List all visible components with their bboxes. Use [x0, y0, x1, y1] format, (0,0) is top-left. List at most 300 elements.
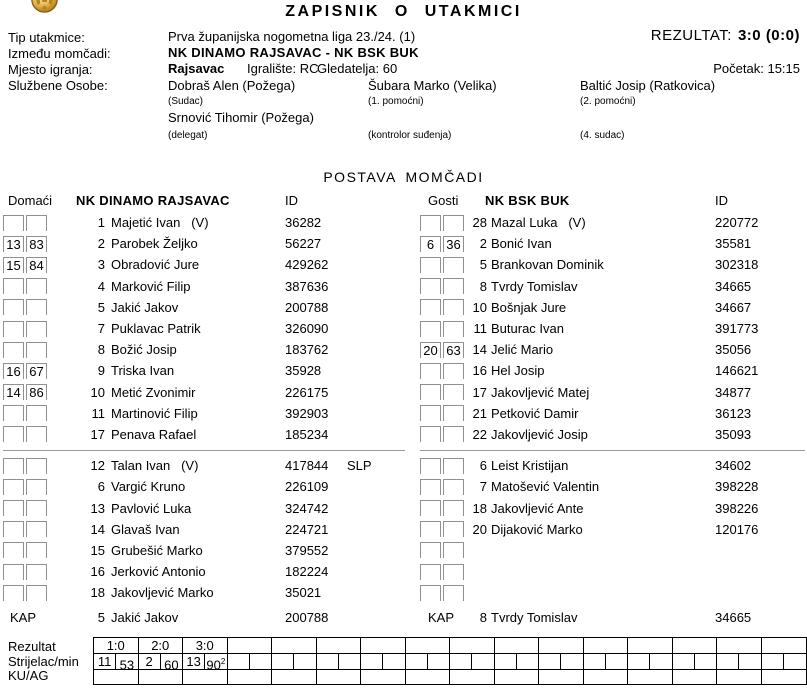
scorer-number-cell[interactable]: [495, 654, 517, 670]
player-name: Božić Josip: [111, 342, 177, 358]
sub-in-number-box[interactable]: [420, 542, 441, 558]
sub-in-number-box[interactable]: [420, 426, 441, 442]
scorer-minute-row: [94, 654, 806, 670]
player-id: 34877: [715, 384, 752, 400]
scorer-minute-cell[interactable]: [472, 654, 494, 670]
result-value: 3:0 (0:0): [737, 27, 800, 44]
player-number: 7: [479, 479, 487, 495]
score-cell[interactable]: [228, 638, 273, 654]
sub-in-number-box[interactable]: 20: [420, 342, 441, 358]
player-name: Bonić Ivan: [491, 236, 552, 252]
scorer-number-cell[interactable]: 11: [94, 654, 116, 670]
sub-minute-box[interactable]: [26, 405, 47, 421]
sub-minute-box[interactable]: [26, 321, 47, 337]
home-team-name: NK DINAMO RAJSAVAC: [76, 193, 230, 208]
player-number: 5: [479, 257, 487, 273]
player-name: Brankovan Dominik: [491, 257, 604, 273]
sub-minute-box[interactable]: 36: [443, 236, 464, 252]
score-cell[interactable]: [673, 638, 718, 654]
scorer-minute-cell[interactable]: [116, 654, 138, 670]
sub-minute-box[interactable]: [443, 564, 464, 580]
sub-minute-box[interactable]: [443, 500, 464, 516]
scorer-minute-cell[interactable]: [739, 654, 761, 670]
igraliste-value: Igralište: RC: [247, 61, 319, 76]
score-cell[interactable]: 1:0: [94, 638, 139, 654]
sub-in-number-box[interactable]: [420, 564, 441, 580]
player-id: 34667: [715, 299, 752, 315]
captain-name: Tvrdy Tomislav: [491, 610, 578, 626]
player-row: [3, 455, 405, 476]
player-id: 391773: [715, 321, 759, 337]
kuag-cell[interactable]: [450, 670, 495, 684]
sub-minute-box[interactable]: [443, 585, 464, 601]
scorer-minute-cell[interactable]: [606, 654, 628, 670]
scorer-minute-cell[interactable]: [161, 654, 183, 670]
player-id: 56227: [285, 236, 322, 252]
player-name: Parobek Željko: [111, 236, 198, 252]
izmedu-momcadi-label: Između momčadi:: [8, 46, 111, 61]
kuag-cell[interactable]: [272, 670, 317, 684]
scorer-minute-cell[interactable]: [294, 654, 316, 670]
score-cell[interactable]: 3:0: [183, 638, 228, 654]
player-number: 17: [472, 384, 487, 400]
scorer-number-cell[interactable]: [762, 654, 784, 670]
player-number: 9: [97, 363, 105, 379]
score-cell[interactable]: [628, 638, 673, 654]
player-id: 392903: [285, 405, 329, 421]
score-cell[interactable]: [450, 638, 495, 654]
scorer-number-cell[interactable]: [317, 654, 339, 670]
sub-in-number-box[interactable]: 6: [420, 236, 441, 252]
score-cell[interactable]: [406, 638, 451, 654]
player-name: Vargić Kruno: [111, 479, 186, 495]
assistant1-name: Šubara Marko (Velika): [368, 78, 497, 93]
player-number: 10: [472, 299, 487, 315]
scorer-minute-cell[interactable]: [695, 654, 717, 670]
sub-minute-box[interactable]: [443, 542, 464, 558]
player-row: [420, 339, 805, 360]
tip-utakmice-label: Tip utakmice:: [8, 30, 85, 45]
player-number: 14: [90, 521, 105, 537]
player-row: [3, 233, 405, 254]
scorer-minute-cell[interactable]: [339, 654, 361, 670]
captain-number: 5: [97, 610, 105, 626]
player-name: Hel Josip: [491, 363, 545, 379]
kuag-cell[interactable]: [717, 670, 762, 684]
player-number: 11: [473, 321, 487, 337]
home-team-panel: [3, 193, 405, 628]
sub-minute-box[interactable]: [26, 458, 47, 474]
sub-in-number-box[interactable]: [3, 500, 24, 516]
home-subs-list: [3, 455, 405, 603]
player-name: Jakovljević Matej: [491, 384, 590, 400]
player-id: 185234: [285, 426, 329, 442]
score-progression-row: [94, 638, 806, 654]
player-name: Bošnjak Jure: [491, 299, 567, 315]
delegate-role: (delegat): [168, 130, 208, 141]
player-row: [3, 254, 405, 275]
player-number: 10: [90, 384, 105, 400]
scorer-minute-cell[interactable]: [205, 654, 227, 670]
kuag-cell[interactable]: [584, 670, 629, 684]
scorer-number-cell[interactable]: [228, 654, 250, 670]
score-cell[interactable]: 2:0: [139, 638, 184, 654]
away-team-header: [420, 193, 805, 212]
kuag-cell[interactable]: [406, 670, 451, 684]
sub-minute-box[interactable]: [443, 458, 464, 474]
sub-in-number-box[interactable]: [3, 426, 24, 442]
mjesto-igranja-label: Mjesto igranja:: [8, 62, 93, 77]
player-id: 34602: [715, 458, 752, 474]
away-side-label: Gosti: [428, 193, 459, 208]
player-number: 17: [90, 426, 105, 442]
sub-minute-box[interactable]: [26, 542, 47, 558]
player-row: [420, 540, 805, 561]
sub-in-number-box[interactable]: [3, 321, 24, 337]
controller-role: (kontrolor suđenja): [368, 130, 452, 141]
score-cell[interactable]: [317, 638, 362, 654]
player-number: 1: [97, 215, 105, 231]
sub-in-number-box[interactable]: 13: [3, 236, 24, 252]
kuag-cell[interactable]: [673, 670, 718, 684]
kuag-row: [94, 670, 806, 684]
lineups-title: POSTAVA MOMČADI: [323, 169, 484, 185]
player-id: 398228: [715, 479, 759, 495]
kuag-cell[interactable]: [183, 670, 228, 684]
player-name: Jelić Mario: [491, 342, 554, 358]
scorer-number-cell[interactable]: [717, 654, 739, 670]
scorer-minute-cell[interactable]: [250, 654, 272, 670]
player-id: 417844: [285, 458, 329, 474]
assistant2-name: Baltić Josip (Ratkovica): [580, 78, 716, 93]
score-cell[interactable]: [762, 638, 807, 654]
sub-in-number-box[interactable]: [420, 299, 441, 315]
player-id: 220772: [715, 215, 759, 231]
sub-minute-box[interactable]: [443, 299, 464, 315]
kuag-cell[interactable]: [94, 670, 139, 684]
player-number: 11: [91, 405, 105, 421]
scorer-number-cell[interactable]: [272, 654, 294, 670]
kuag-cell[interactable]: [495, 670, 540, 684]
away-subs-list: [420, 455, 805, 603]
player-id: 35056: [715, 342, 752, 358]
sub-minute-box[interactable]: [443, 479, 464, 495]
player-row: [420, 455, 805, 476]
player-name: Metić Zvonimir: [111, 384, 196, 400]
sub-minute-box[interactable]: [26, 521, 47, 537]
player-name: Jakovljević Josip: [491, 426, 588, 442]
player-id: 35928: [285, 363, 322, 379]
minute-value: 90: [206, 657, 221, 670]
sub-minute-box[interactable]: [26, 215, 47, 231]
player-id: 182224: [285, 564, 329, 580]
away-team-name: NK BSK BUK: [485, 193, 570, 208]
mjesto-value: Rajsavac: [168, 61, 225, 76]
player-id: 35021: [285, 585, 322, 601]
player-id: 226109: [285, 479, 329, 495]
sub-in-number-box[interactable]: [420, 321, 441, 337]
player-name: Jakovljević Marko: [111, 585, 214, 601]
sub-in-number-box[interactable]: 14: [3, 384, 24, 400]
player-id: 35093: [715, 426, 752, 442]
player-row: [3, 297, 405, 318]
captain-name: Jakić Jakov: [111, 610, 179, 626]
sub-in-number-box[interactable]: [3, 342, 24, 358]
player-number: 2: [97, 236, 105, 252]
player-id: 34665: [715, 278, 752, 294]
sub-minute-box[interactable]: [443, 215, 464, 231]
sub-minute-box[interactable]: [26, 426, 47, 442]
player-name: Jerković Antonio: [111, 564, 206, 580]
kuag-cell[interactable]: [139, 670, 184, 684]
player-id: 120176: [715, 521, 759, 537]
player-name: Talan Ivan (V): [111, 458, 199, 474]
player-row: [3, 582, 405, 603]
sub-in-number-box[interactable]: [3, 564, 24, 580]
player-name: Penava Rafael: [111, 426, 197, 442]
player-number: 8: [479, 278, 487, 294]
away-captain-row: [420, 607, 805, 628]
player-row: [3, 497, 405, 518]
sub-minute-box[interactable]: 84: [26, 257, 47, 273]
sub-in-number-box[interactable]: [420, 479, 441, 495]
sub-minute-box[interactable]: [26, 500, 47, 516]
sub-minute-box[interactable]: [443, 521, 464, 537]
player-row: [3, 339, 405, 360]
teams-value: NK DINAMO RAJSAVAC - NK BSK BUK: [168, 45, 419, 60]
rezultat-row-label: Rezultat: [8, 639, 56, 654]
sub-minute-box[interactable]: [443, 405, 464, 421]
scorer-number-cell[interactable]: [628, 654, 650, 670]
player-id: 226175: [285, 384, 329, 400]
captain-label: KAP: [428, 610, 455, 626]
home-id-column-label: ID: [285, 193, 298, 208]
player-extra: SLP: [347, 458, 372, 474]
player-number: 14: [472, 342, 487, 358]
kuag-cell[interactable]: [628, 670, 673, 684]
player-id: 146621: [715, 363, 759, 379]
kuag-cell[interactable]: [228, 670, 273, 684]
sub-in-number-box[interactable]: [3, 278, 24, 294]
player-row: [420, 497, 805, 518]
sub-minute-box[interactable]: [26, 299, 47, 315]
strijelac-row-label: Strijelac/min: [8, 654, 79, 669]
player-id: 302318: [715, 257, 759, 273]
sub-in-number-box[interactable]: [3, 405, 24, 421]
sub-in-number-box[interactable]: [420, 405, 441, 421]
sub-in-number-box[interactable]: [3, 458, 24, 474]
player-row: [3, 318, 405, 339]
scorer-minute-cell[interactable]: [517, 654, 539, 670]
score-cell[interactable]: [717, 638, 762, 654]
player-number: 13: [90, 500, 105, 516]
sub-in-number-box[interactable]: 15: [3, 257, 24, 273]
sub-minute-box[interactable]: [443, 384, 464, 400]
subs-divider: [420, 450, 805, 451]
player-number: 22: [472, 426, 487, 442]
sub-minute-box[interactable]: [26, 278, 47, 294]
sub-in-number-box[interactable]: [3, 585, 24, 601]
scorer-number-cell[interactable]: [406, 654, 428, 670]
sub-in-number-box[interactable]: [3, 299, 24, 315]
scorer-number-cell[interactable]: [539, 654, 561, 670]
player-id: 200788: [285, 299, 329, 315]
player-name: Triska Ivan: [111, 363, 175, 379]
player-row: [3, 403, 405, 424]
sub-in-number-box[interactable]: [420, 363, 441, 379]
player-row: [420, 424, 805, 445]
scorer-number-cell[interactable]: 2: [139, 654, 161, 670]
scorer-number-cell[interactable]: [673, 654, 695, 670]
sub-minute-box[interactable]: 63: [443, 342, 464, 358]
score-cell[interactable]: [539, 638, 584, 654]
player-row: [3, 360, 405, 381]
player-number: 21: [472, 405, 487, 421]
player-id: 183762: [285, 342, 329, 358]
away-starters-list: [420, 212, 805, 445]
player-row: [420, 360, 805, 381]
fourth-official-role: (4. sudac): [580, 130, 625, 141]
kuag-cell[interactable]: [361, 670, 406, 684]
sub-in-number-box[interactable]: [420, 458, 441, 474]
pocetak-value: Početak: 15:15: [713, 61, 800, 76]
player-row: [420, 476, 805, 497]
results-table: [93, 637, 807, 685]
score-cell[interactable]: [584, 638, 629, 654]
tip-utakmice-value: Prva županijska nogometna liga 23./24. (1): [168, 29, 416, 44]
sub-minute-box[interactable]: [26, 564, 47, 580]
player-name: Marković Filip: [111, 278, 191, 294]
player-name: Matošević Valentin: [491, 479, 600, 495]
player-name: Martinović Filip: [111, 405, 198, 421]
sub-minute-box[interactable]: [26, 585, 47, 601]
sub-in-number-box[interactable]: [420, 585, 441, 601]
player-row: [3, 519, 405, 540]
player-number: 16: [472, 363, 487, 379]
sub-minute-box[interactable]: [26, 342, 47, 358]
sub-minute-box[interactable]: [26, 479, 47, 495]
player-id: 387636: [285, 278, 329, 294]
kuag-row-label: KU/AG: [8, 668, 49, 683]
scorer-minute-cell[interactable]: [383, 654, 405, 670]
sub-minute-box[interactable]: 83: [26, 236, 47, 252]
score-cell[interactable]: [272, 638, 317, 654]
sub-in-number-box[interactable]: [420, 215, 441, 231]
captain-id: 34665: [715, 610, 752, 626]
sub-minute-box[interactable]: 67: [26, 363, 47, 379]
sub-in-number-box[interactable]: [420, 384, 441, 400]
player-number: 16: [90, 564, 105, 580]
sub-in-number-box[interactable]: [3, 479, 24, 495]
scorer-minute-cell[interactable]: [561, 654, 583, 670]
score-cell[interactable]: [361, 638, 406, 654]
sub-minute-box[interactable]: [443, 321, 464, 337]
home-team-header: [3, 193, 405, 212]
player-number: 6: [97, 479, 105, 495]
player-row: [3, 424, 405, 445]
player-row: [420, 233, 805, 254]
home-side-label: Domaći: [8, 193, 53, 208]
captain-label: KAP: [10, 610, 37, 626]
sub-in-number-box[interactable]: 16: [3, 363, 24, 379]
player-id: 224721: [285, 521, 329, 537]
player-id: 429262: [285, 257, 329, 273]
player-name: Jakić Jakov: [111, 299, 179, 315]
referee-role: (Sudac): [168, 96, 204, 107]
result-label: REZULTAT:: [650, 27, 732, 44]
sub-in-number-box[interactable]: [3, 215, 24, 231]
sub-in-number-box[interactable]: [420, 500, 441, 516]
player-number: 5: [97, 299, 105, 315]
sub-in-number-box[interactable]: [420, 278, 441, 294]
player-number: 6: [479, 458, 487, 474]
player-name: Buturac Ivan: [491, 321, 564, 337]
delegate-name: Srnović Tihomir (Požega): [168, 110, 314, 125]
player-name: Dijaković Marko: [491, 521, 583, 537]
sub-in-number-box[interactable]: [420, 257, 441, 273]
player-number: 15: [90, 542, 105, 558]
scorer-minute-cell[interactable]: [650, 654, 672, 670]
captain-number: 8: [479, 610, 487, 626]
player-name: Puklavac Patrik: [111, 321, 201, 337]
home-captain-row: [3, 607, 405, 628]
sub-in-number-box[interactable]: [3, 542, 24, 558]
minute-value: 53: [119, 657, 135, 670]
player-number: 20: [472, 521, 487, 537]
player-name: Glavaš Ivan: [111, 521, 180, 537]
kuag-cell[interactable]: [762, 670, 807, 684]
sub-minute-box[interactable]: 86: [26, 384, 47, 400]
player-row: [3, 382, 405, 403]
page-title: ZAPISNIK O UTAKMICI: [285, 3, 522, 20]
sub-minute-box[interactable]: [443, 257, 464, 273]
scorer-number-cell[interactable]: [361, 654, 383, 670]
referee-name: Dobraš Alen (Požega): [168, 78, 296, 93]
player-row: [420, 582, 805, 603]
player-name: Tvrdy Tomislav: [491, 278, 578, 294]
captain-id: 200788: [285, 610, 329, 626]
player-id: 36282: [285, 215, 322, 231]
player-row: [3, 540, 405, 561]
scorer-minute-cell[interactable]: [784, 654, 806, 670]
player-id: 326090: [285, 321, 329, 337]
player-row: [3, 276, 405, 297]
kuag-cell[interactable]: [317, 670, 362, 684]
player-number: 18: [472, 500, 487, 516]
sub-minute-box[interactable]: [443, 426, 464, 442]
sub-minute-box[interactable]: [443, 278, 464, 294]
player-number: 8: [97, 342, 105, 358]
sub-in-number-box[interactable]: [3, 521, 24, 537]
player-number: 2: [479, 236, 487, 252]
scorer-minute-cell[interactable]: [428, 654, 450, 670]
score-cell[interactable]: [495, 638, 540, 654]
scorer-number-cell[interactable]: [450, 654, 472, 670]
player-number: 3: [97, 257, 105, 273]
player-row: [3, 212, 405, 233]
player-number: 4: [97, 278, 105, 294]
player-name: Obradović Jure: [111, 257, 200, 273]
sub-in-number-box[interactable]: [420, 521, 441, 537]
sub-minute-box[interactable]: [443, 363, 464, 379]
kuag-cell[interactable]: [539, 670, 584, 684]
scorer-number-cell[interactable]: [584, 654, 606, 670]
gledatelja-value: Gledatelja: 60: [317, 61, 398, 76]
minute-value: 60: [164, 657, 179, 670]
player-row: [420, 297, 805, 318]
away-team-panel: [420, 193, 805, 628]
scorer-number-cell[interactable]: 13: [183, 654, 205, 670]
